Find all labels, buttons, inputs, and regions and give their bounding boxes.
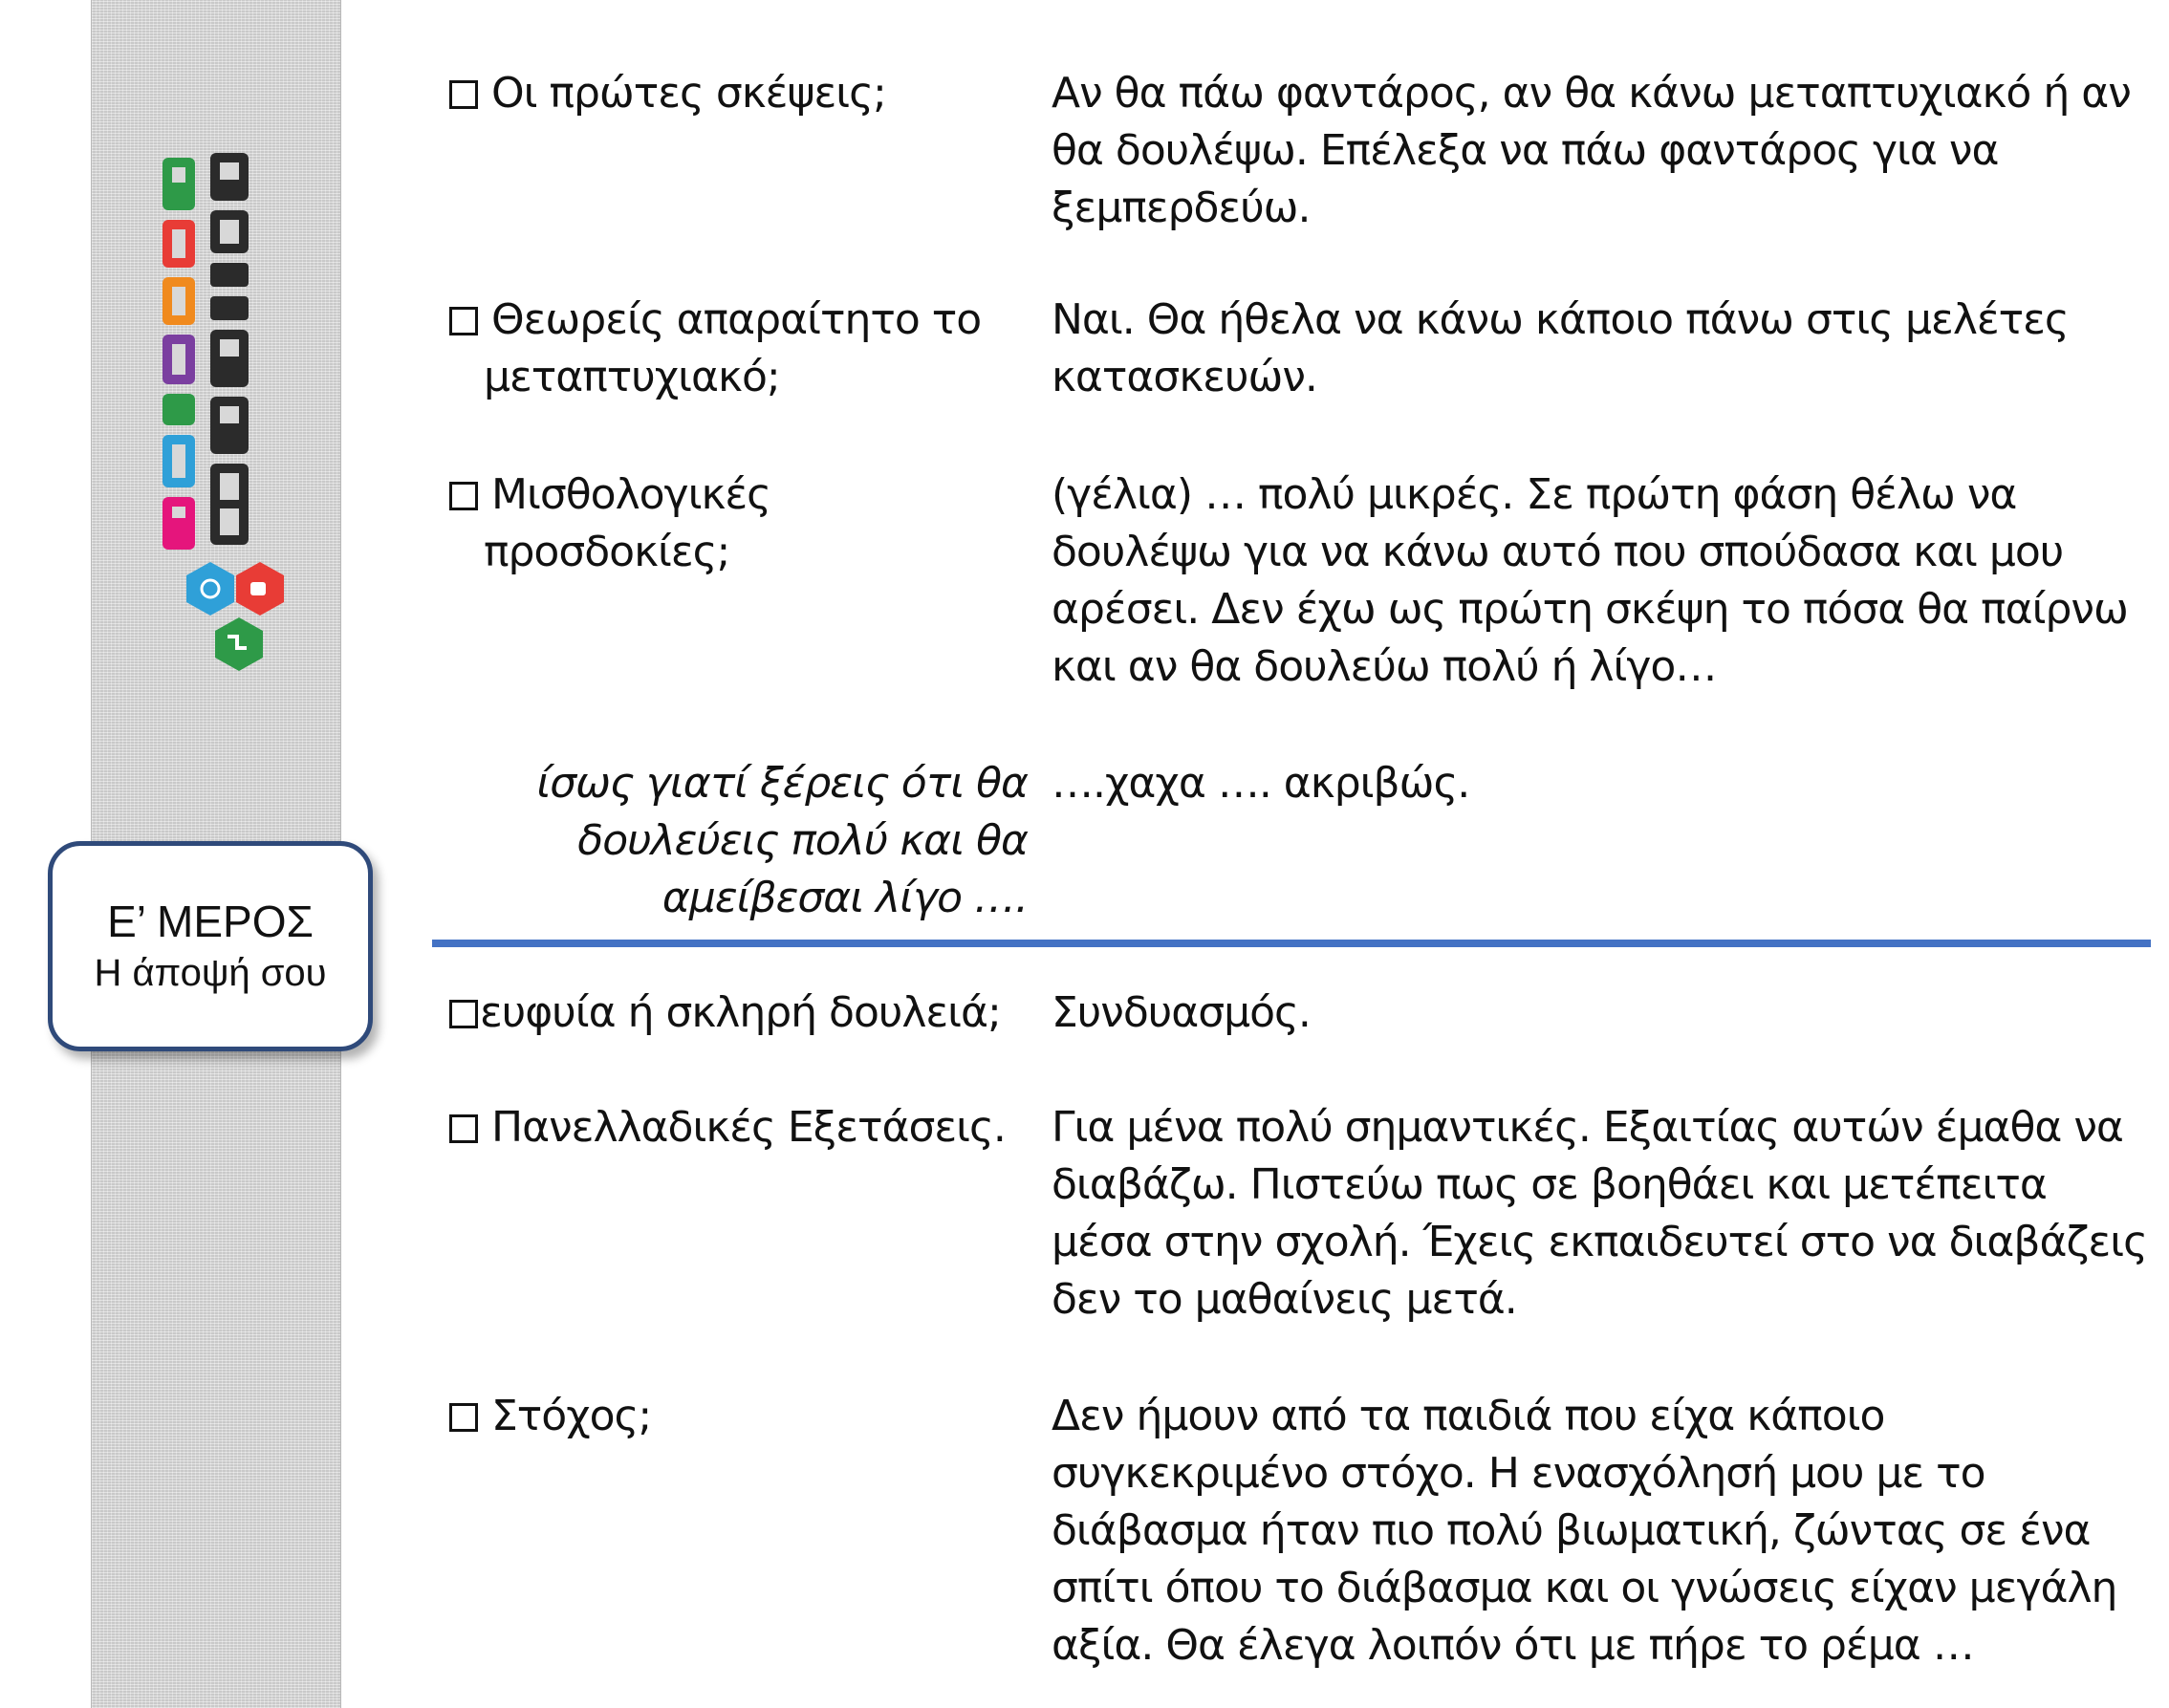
answer-line: αξία. Θα έλεγα λοιπόν ότι με πήρε το ρέμα … <box>1052 1621 1974 1670</box>
question-salary-expectations <box>449 466 1042 581</box>
checkbox-icon <box>449 1403 478 1432</box>
section-subtitle: Η άποψή σου <box>94 952 327 994</box>
question-text: Θεωρείς απαραίτητο το <box>491 295 982 344</box>
question-text-cont: μεταπτυχιακό; <box>484 353 780 401</box>
answer-line: κατασκευών. <box>1052 353 1317 401</box>
question-text: Πανελλαδικές Εξετάσεις. <box>491 1103 1006 1152</box>
section-label-box <box>48 841 373 1051</box>
answer-line: αρέσει. Δεν έχω ως πρώτη σκέψη το πόσα θα παίρνω <box>1052 585 2128 634</box>
answer-line: Δεν ήμουν από τα παιδιά που είχα κάποιο <box>1052 1392 1885 1440</box>
question-text-cont: προσδοκίες; <box>484 528 730 576</box>
answer-first-thoughts <box>1052 65 2151 237</box>
logo-hexagon-icons <box>186 562 284 671</box>
checkbox-icon <box>449 307 478 335</box>
answer-line: (γέλια) … πολύ μικρές. Σε πρώτη φάση θέλω να <box>1052 470 2017 519</box>
question-text: Στόχος; <box>491 1392 652 1440</box>
remark-line: ίσως γιατί ξέρεις ότι θα <box>536 759 1028 808</box>
checkbox-icon <box>449 1114 478 1143</box>
answer-line: Ναι. Θα ήθελα να κάνω κάποιο πάνω στις μελέτες <box>1052 295 2069 344</box>
answer-masters-necessary <box>1052 292 2151 406</box>
question-text: ευφυία ή σκληρή δουλειά; <box>480 988 1001 1037</box>
answer-remark <box>1052 755 2151 812</box>
answer-line: συγκεκριμένο στόχο. Η ενασχόλησή μου με το <box>1052 1449 1985 1498</box>
checkbox-icon <box>449 1000 478 1028</box>
remark-line: δουλεύεις πολύ και θα <box>577 816 1028 865</box>
answer-panhellenic-exams <box>1052 1099 2151 1329</box>
question-panhellenic-exams <box>449 1099 1042 1157</box>
remark-line: αμείβεσαι λίγο …. <box>662 874 1028 922</box>
checkbox-icon <box>449 482 478 510</box>
question-goal <box>449 1388 1042 1445</box>
answer-line: ξεμπερδεύω. <box>1052 184 1311 232</box>
answer-goal <box>1052 1388 2151 1675</box>
answer-line: σπίτι όπου το διάβασμα και οι γνώσεις είχαν μεγάλη <box>1052 1564 2117 1612</box>
answer-line: δουλέψω για να κάνω αυτό που σπούδασα και μου <box>1052 528 2064 576</box>
science-meeting-logo <box>143 143 287 698</box>
question-first-thoughts <box>449 65 1042 122</box>
answer-salary-expectations <box>1052 466 2151 696</box>
section-title: Ε’ ΜΕΡΟΣ <box>107 897 314 946</box>
answer-line: θα δουλέψω. Επέλεξα να πάω φαντάρος για να <box>1052 126 1999 175</box>
answer-line: δεν το μαθαίνεις μετά. <box>1052 1275 1517 1324</box>
logo-word-science <box>163 158 195 550</box>
answer-line: μέσα στην σχολή. Έχεις εκπαιδευτεί στο να διαβάζεις <box>1052 1218 2147 1266</box>
question-talent-or-hard-work <box>449 984 1061 1042</box>
logo-word-meeting <box>210 153 249 545</box>
checkbox-icon <box>449 80 478 109</box>
answer-line: Αν θα πάω φαντάρος, αν θα κάνω μεταπτυχιακό ή αν <box>1052 69 2131 118</box>
answer-talent-or-hard-work <box>1052 984 2151 1042</box>
answer-line: Για μένα πολύ σημαντικές. Εξαιτίας αυτών έμαθα να <box>1052 1103 2123 1152</box>
answer-line: διάβασμα ήταν πιο πολύ βιωματική, ζώντας σε ένα <box>1052 1506 2091 1555</box>
answer-line: και αν θα δουλεύω πολύ ή λίγο… <box>1052 642 1717 691</box>
question-text: Οι πρώτες σκέψεις; <box>491 69 886 118</box>
section-divider <box>432 940 2151 947</box>
question-masters-necessary <box>449 292 1042 406</box>
interviewer-remark <box>449 755 1028 927</box>
question-text: Μισθολογικές <box>491 470 771 519</box>
answer-line: Συνδυασμός. <box>1052 988 1311 1037</box>
answer-line: διαβάζω. Πιστεύω πως σε βοηθάει και μετέπειτα <box>1052 1160 2047 1209</box>
answer-line: ….χαχα …. ακριβώς. <box>1052 759 1470 808</box>
